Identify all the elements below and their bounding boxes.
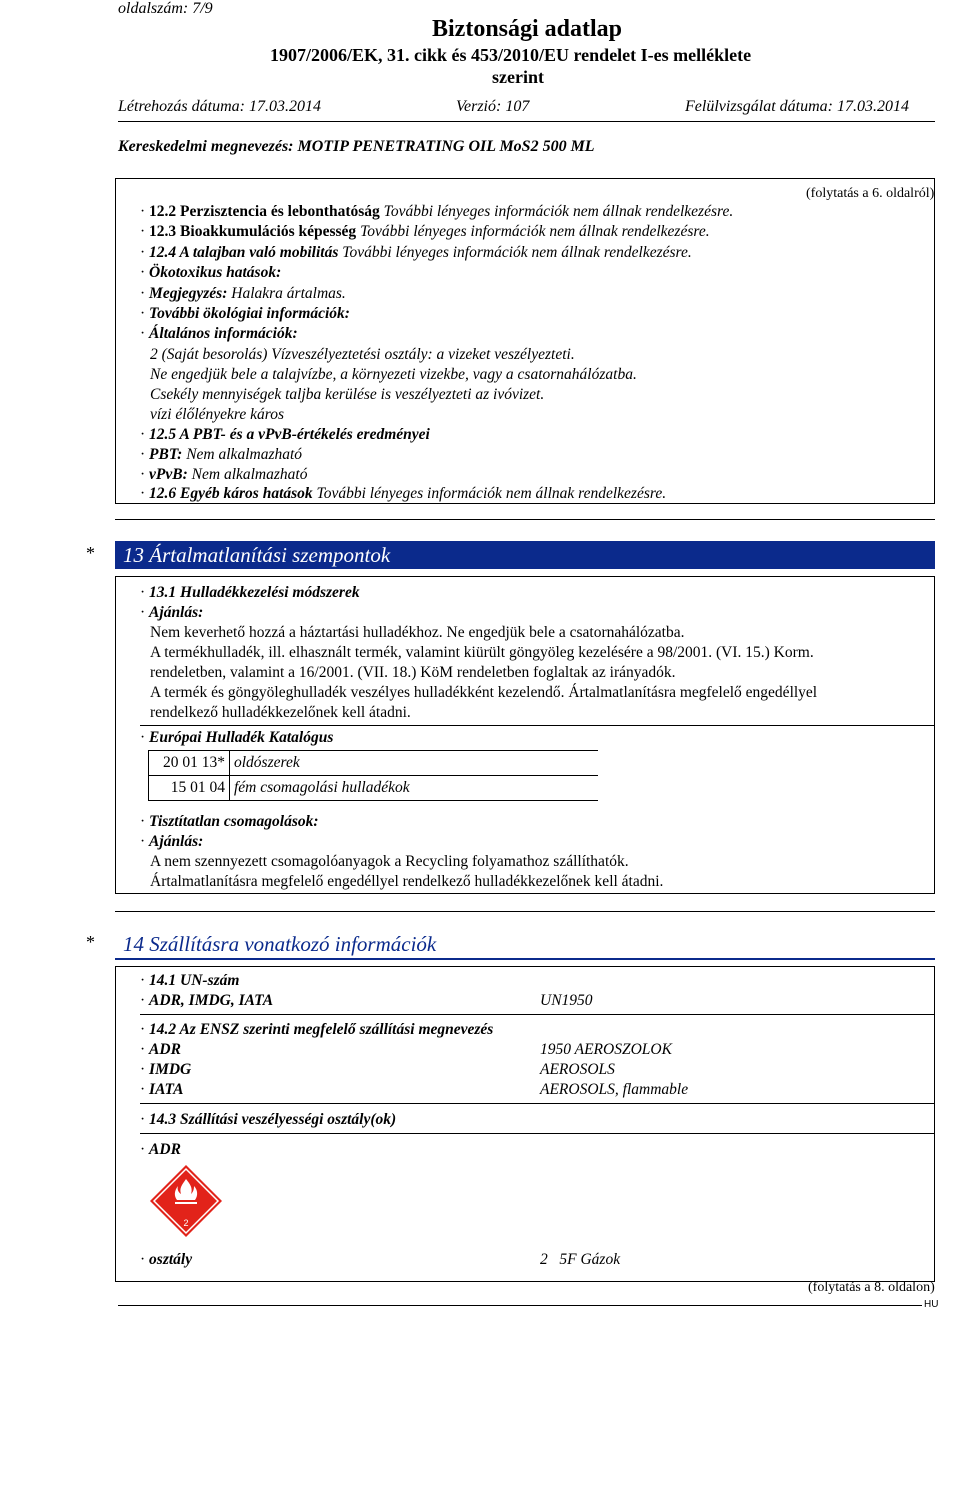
- s125-label: 12.5 A PBT- és a vPvB-értékelés eredményei: [149, 426, 430, 443]
- general-row: · Általános információk:: [140, 325, 298, 342]
- further-label: További ökológiai információk:: [149, 305, 350, 322]
- waste-description: oldószerek: [230, 751, 599, 776]
- divider: [140, 1133, 935, 1134]
- recommend-row: · Ajánlás:: [140, 604, 204, 621]
- waste-catalog-table: [148, 750, 598, 801]
- version: Verzió: 107: [456, 98, 530, 115]
- rec-line: rendeletben, valamint a 16/2001. (VII. 18.) KöM rendeletben foglaltak az irányadók.: [150, 664, 676, 681]
- section-14-underline: [115, 958, 935, 960]
- s125-row: · 12.5 A PBT- és a vPvB-értékelés eredményei: [140, 426, 430, 443]
- table-row: [149, 751, 599, 776]
- vpvb-text: Nem alkalmazható: [191, 466, 308, 483]
- divider: [140, 1103, 935, 1104]
- further-row: · További ökológiai információk:: [140, 305, 350, 322]
- rec-line: A termék és göngyöleghulladék veszélyes hulladékként kezelendő. Ártalmatlanításra megfelelő engedéllyel: [150, 684, 818, 701]
- s122-label: 12.2 Perzisztencia és lebonthatóság: [149, 203, 380, 220]
- regulation-line: 1907/2006/EK, 31. cikk és 453/2010/EU rendelet I-es melléklete: [270, 45, 752, 65]
- eco-label: Ökotoxikus hatások:: [149, 264, 282, 281]
- uncleaned-row: · Tisztítatlan csomagolások:: [140, 813, 319, 830]
- s126-label: 12.6 Egyéb káros hatások: [149, 485, 313, 502]
- s123-text: További lényeges információk nem állnak rendelkezésre.: [360, 223, 710, 240]
- pbt-label: PBT:: [149, 446, 183, 463]
- pbt-text: Nem alkalmazható: [186, 446, 303, 463]
- note-row: · Megjegyzés: Halakra ártalmas.: [140, 285, 346, 302]
- header-divider: [118, 121, 935, 122]
- eco-row: · Ökotoxikus hatások:: [140, 264, 282, 281]
- footer-line: [118, 1305, 922, 1306]
- section-13-title: 13 Ártalmatlanítási szempontok: [115, 541, 935, 569]
- regulation-line-2: szerint: [492, 67, 544, 87]
- document-title: Biztonsági adatlap: [432, 16, 623, 42]
- s141-value: UN1950: [540, 992, 593, 1009]
- divider: [140, 1014, 935, 1015]
- s131-row: · 13.1 Hulladékkezelési módszerek: [140, 584, 360, 601]
- general-line: vízi élőlényekre káros: [150, 406, 284, 423]
- waste-code: 20 01 13*: [149, 751, 230, 776]
- recommend-label: Ajánlás:: [149, 604, 204, 621]
- s141-key: ADR, IMDG, IATA: [149, 992, 274, 1009]
- general-line: Ne engedjük bele a talajvízbe, a környezeti vizekbe, vagy a csatornahálózatba.: [150, 366, 637, 383]
- s126-row: · 12.6 Egyéb káros hatások További lényeges információk nem állnak rendelkezésre.: [140, 485, 667, 502]
- created-date: Létrehozás dátuma: 17.03.2014: [118, 98, 321, 115]
- general-line: 2 (Saját besorolás) Vízveszélyeztetési osztály: a vizeket veszélyezteti.: [150, 346, 575, 363]
- rec-line: A termékhulladék, ill. elhasznált termék, valamint kiürült göngyöleg kezelésére a 98/2001. (VI. 15.) Korm.: [150, 644, 814, 661]
- waste-description: fém csomagolási hulladékok: [230, 776, 599, 801]
- s141-label: 14.1 UN-szám: [149, 972, 240, 989]
- s123-label: 12.3 Bioakkumulációs képesség: [149, 223, 357, 240]
- s122-row: · 12.2 Perzisztencia és lebonthatóság További lényeges információk nem állnak rendelkezésre.: [140, 203, 734, 220]
- s124-label: 12.4 A talajban való mobilitás: [149, 244, 339, 261]
- catalog-label: Európai Hulladék Katalógus: [149, 729, 334, 746]
- revised-date: Felülvizsgálat dátuma: 17.03.2014: [685, 98, 909, 115]
- s124-row: · 12.4 A talajban való mobilitás További lényeges információk nem állnak rendelkezésre.: [140, 244, 692, 261]
- name-value: AEROSOLS, flammable: [540, 1081, 689, 1098]
- class-value: 2 5F Gázok: [540, 1251, 621, 1268]
- vpvb-label: vPvB:: [149, 466, 188, 483]
- language-code: HU: [924, 1299, 939, 1310]
- catalog-top-line: [140, 725, 935, 726]
- name-row-imdg: · IMDG: [140, 1061, 192, 1078]
- s142-label: 14.2 Az ENSZ szerinti megfelelő szállítási megnevezés: [149, 1021, 494, 1038]
- rec-line: Nem keverhető hozzá a háztartási hulladékhoz. Ne engedjük bele a csatornahálózatba.: [150, 624, 685, 641]
- trade-name: Kereskedelmi megnevezés: MOTIP PENETRATING OIL MoS2 500 ML: [118, 138, 595, 155]
- uncleaned-label: Tisztítatlan csomagolások:: [149, 813, 319, 830]
- table-row: [149, 776, 599, 801]
- s141-row: · 14.1 UN-szám: [140, 972, 240, 989]
- catalog-row: · Európai Hulladék Katalógus: [140, 729, 334, 746]
- name-row-adr: · ADR: [140, 1041, 181, 1058]
- section-14-title: 14 Szállításra vonatkozó információk: [123, 932, 437, 956]
- change-marker-14: *: [86, 932, 95, 952]
- name-value: AEROSOLS: [540, 1061, 615, 1078]
- s141-key-row: · ADR, IMDG, IATA: [140, 992, 274, 1009]
- pictogram-class-number: 2: [183, 1218, 189, 1228]
- class-row: · osztály: [140, 1251, 193, 1268]
- flammable-gas-pictogram-icon: [148, 1163, 224, 1239]
- rec2-line: Ártalmatlanításra megfelelő engedéllyel rendelkező hulladékkezelőnek kell átadni.: [150, 873, 664, 890]
- pbt-row: · PBT: Nem alkalmazható: [140, 446, 303, 463]
- recommend2-row: · Ajánlás:: [140, 833, 204, 850]
- s126-text: További lényeges információk nem állnak rendelkezésre.: [316, 485, 667, 502]
- name-key: IATA: [149, 1081, 184, 1098]
- general-line: Csekély mennyiségek taljba kerülése is veszélyezteti az ivóvizet.: [150, 386, 545, 403]
- name-value: 1950 AEROSZOLOK: [540, 1041, 672, 1058]
- name-key: IMDG: [149, 1061, 192, 1078]
- note-label: Megjegyzés:: [149, 285, 228, 302]
- general-label: Általános információk:: [149, 325, 298, 342]
- adr-row: · ADR: [140, 1141, 181, 1158]
- change-marker-13: *: [86, 543, 95, 563]
- continued-from: (folytatás a 6. oldalról): [806, 186, 935, 201]
- s124-text: További lényeges információk nem állnak rendelkezésre.: [342, 244, 692, 261]
- adr-label: ADR: [149, 1141, 181, 1158]
- class-label: osztály: [149, 1251, 193, 1268]
- s123-row: · 12.3 Bioakkumulációs képesség További lényeges információk nem állnak rendelkezésre.: [140, 223, 710, 240]
- continued-to: (folytatás a 8. oldalon): [808, 1280, 935, 1295]
- s142-row: · 14.2 Az ENSZ szerinti megfelelő szállítási megnevezés: [140, 1021, 494, 1038]
- note-text: Halakra ártalmas.: [231, 285, 346, 302]
- section-14-top-line: [115, 911, 935, 912]
- name-key: ADR: [149, 1041, 181, 1058]
- page-number: oldalszám: 7/9: [118, 0, 213, 17]
- vpvb-row: · vPvB: Nem alkalmazható: [140, 466, 308, 483]
- waste-code: 15 01 04: [149, 776, 230, 801]
- s122-text: További lényeges információk nem állnak rendelkezésre.: [383, 203, 734, 220]
- rec-line: rendelkező hulladékkezelőnek kell átadni.: [150, 704, 411, 721]
- s143-row: · 14.3 Szállítási veszélyességi osztály(ok): [140, 1111, 397, 1128]
- recommend2-label: Ajánlás:: [149, 833, 204, 850]
- flame-base-icon: [175, 1202, 197, 1204]
- s143-label: 14.3 Szállítási veszélyességi osztály(ok): [149, 1111, 397, 1128]
- s131-label: 13.1 Hulladékkezelési módszerek: [149, 584, 360, 601]
- rec2-line: A nem szennyezett csomagolóanyagok a Recycling folyamathoz szállíthatók.: [150, 853, 629, 870]
- name-row-iata: · IATA: [140, 1081, 184, 1098]
- section-13-top-line: [115, 519, 935, 520]
